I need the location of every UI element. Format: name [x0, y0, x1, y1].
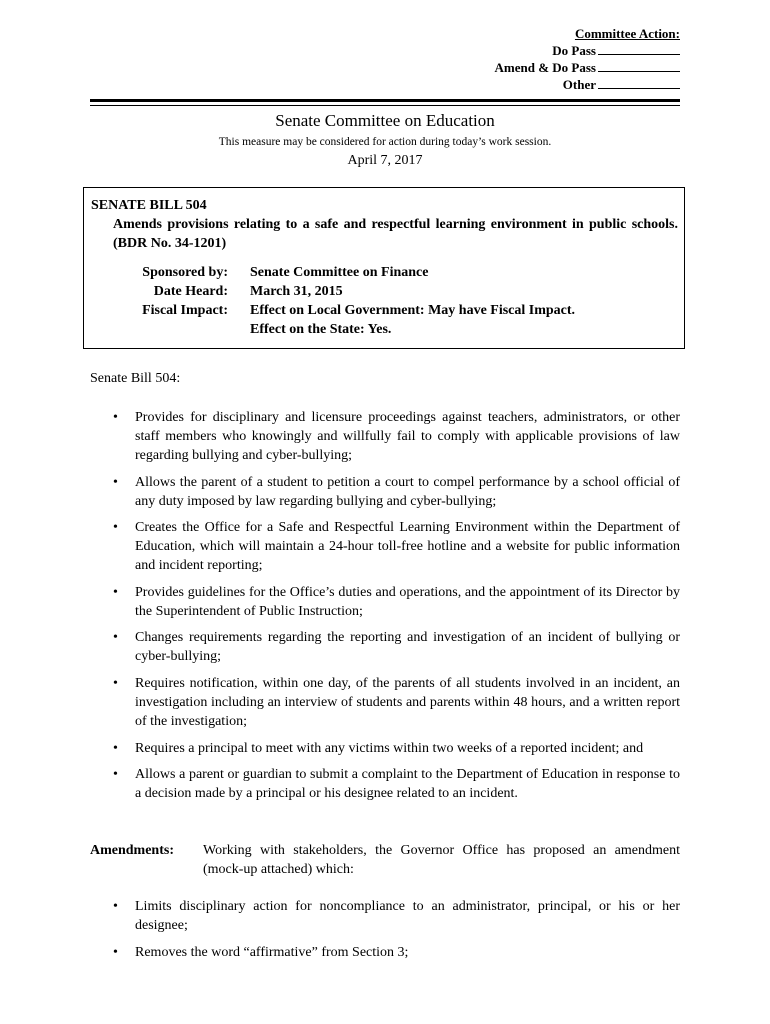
header-divider-thick: [90, 99, 680, 102]
amendments-section: [90, 841, 680, 879]
committee-action-label: Amend & Do Pass: [494, 60, 596, 75]
document-date: April 7, 2017: [347, 153, 423, 168]
committee-action-blank[interactable]: [598, 76, 680, 89]
bullet-icon: •: [113, 584, 118, 600]
list-item-text: Provides for disciplinary and licensure proceedings against teachers, administrators, or other staff members who knowingly and willfully fail to comply with applicable provisions of law regarding bullying and cyber-bullying;: [135, 410, 680, 463]
bullet-icon: •: [113, 410, 118, 425]
bill-details: [91, 263, 678, 339]
committee-action-block: [460, 25, 680, 93]
list-item: [90, 943, 680, 962]
list-item-text: Requires a principal to meet with any victims within two weeks of a reported incident; and: [135, 740, 644, 756]
header-divider-thin: [90, 105, 680, 106]
bullet-icon: •: [113, 630, 118, 646]
list-item: [90, 518, 680, 575]
list-item: [90, 897, 680, 935]
bullet-icon: •: [113, 675, 118, 691]
amendments-label: Amendments:: [90, 843, 174, 858]
committee-action-label: Other: [562, 77, 596, 92]
list-item: [90, 628, 680, 666]
amendments-text: Working with stakeholders, the Governor Office has proposed an amendment (mock-up attached) which:: [203, 843, 680, 877]
list-item-text: Limits disciplinary action for noncompliance to an administrator, principal, or his or her designee;: [135, 899, 680, 933]
detail-value: Effect on the State: Yes.: [250, 322, 392, 337]
detail-label: Sponsored by:: [142, 265, 228, 280]
bullet-icon: •: [113, 740, 118, 756]
bill-description: Amends provisions relating to a safe and respectful learning environment in public schools. (BDR No. 34-1201): [113, 217, 678, 251]
list-item-text: Allows a parent or guardian to submit a complaint to the Department of Education in response to a decision made by a principal or his designee related to an incident.: [135, 767, 680, 802]
list-item: [90, 674, 680, 731]
list-item-text: Allows the parent of a student to petition a court to compel performance by a school official of any duty imposed by law regarding bullying and cyber-bullying;: [135, 474, 680, 509]
committee-action-blank[interactable]: [598, 42, 680, 55]
committee-action-do-pass: [460, 42, 680, 59]
list-item-text: Creates the Office for a Safe and Respectful Learning Environment within the Department of Education, which will maintain a 24-hour toll-free hotline and a website for public information and incident reporting;: [135, 520, 680, 574]
bill-number: SENATE BILL 504: [91, 198, 207, 213]
detail-label: Fiscal Impact:: [142, 303, 228, 318]
bullet-icon: •: [113, 944, 118, 960]
list-item: [90, 765, 680, 803]
detail-row-fiscal-impact: [91, 301, 678, 320]
bullet-icon: •: [113, 899, 118, 914]
committee-action-blank[interactable]: [598, 59, 680, 72]
list-item: [90, 739, 680, 758]
detail-label: Date Heard:: [153, 284, 228, 299]
document-subtitle: This measure may be considered for action during today’s work session.: [218, 136, 552, 148]
bill-info-box: [83, 187, 685, 349]
summary-list: [90, 408, 680, 811]
summary-intro: Senate Bill 504:: [90, 371, 181, 386]
committee-action-title: Committee Action:: [574, 26, 680, 41]
detail-row-date-heard: [91, 282, 678, 301]
committee-action-other: [460, 76, 680, 93]
detail-label: [91, 320, 228, 339]
bullet-icon: •: [113, 767, 118, 783]
list-item: [90, 583, 680, 621]
document-title: Senate Committee on Education: [275, 111, 495, 130]
detail-value: March 31, 2015: [250, 284, 343, 299]
bullet-icon: •: [113, 520, 118, 536]
detail-row-state-effect: [91, 320, 678, 339]
committee-action-label: Do Pass: [552, 43, 596, 58]
amendments-list: [90, 897, 680, 969]
list-item-text: Requires notification, within one day, of the parents of all students involved in an incident, an investigation including an interview of students and parents within 48 hours, and a written report of the investigation;: [135, 675, 680, 729]
list-item: [90, 408, 680, 465]
detail-row-sponsor: [91, 263, 678, 282]
detail-value: Senate Committee on Finance: [250, 265, 429, 280]
list-item-text: Changes requirements regarding the reporting and investigation of an incident of bullying or cyber-bullying;: [135, 630, 680, 665]
list-item: [90, 473, 680, 511]
list-item-text: Provides guidelines for the Office’s duties and operations, and the appointment of its Director by the Superintendent of Public Instruction;: [135, 584, 680, 619]
bullet-icon: •: [113, 474, 118, 490]
list-item-text: Removes the word “affirmative” from Section 3;: [135, 944, 409, 960]
detail-value: Effect on Local Government: May have Fiscal Impact.: [250, 303, 576, 318]
committee-action-amend-do-pass: [460, 59, 680, 76]
